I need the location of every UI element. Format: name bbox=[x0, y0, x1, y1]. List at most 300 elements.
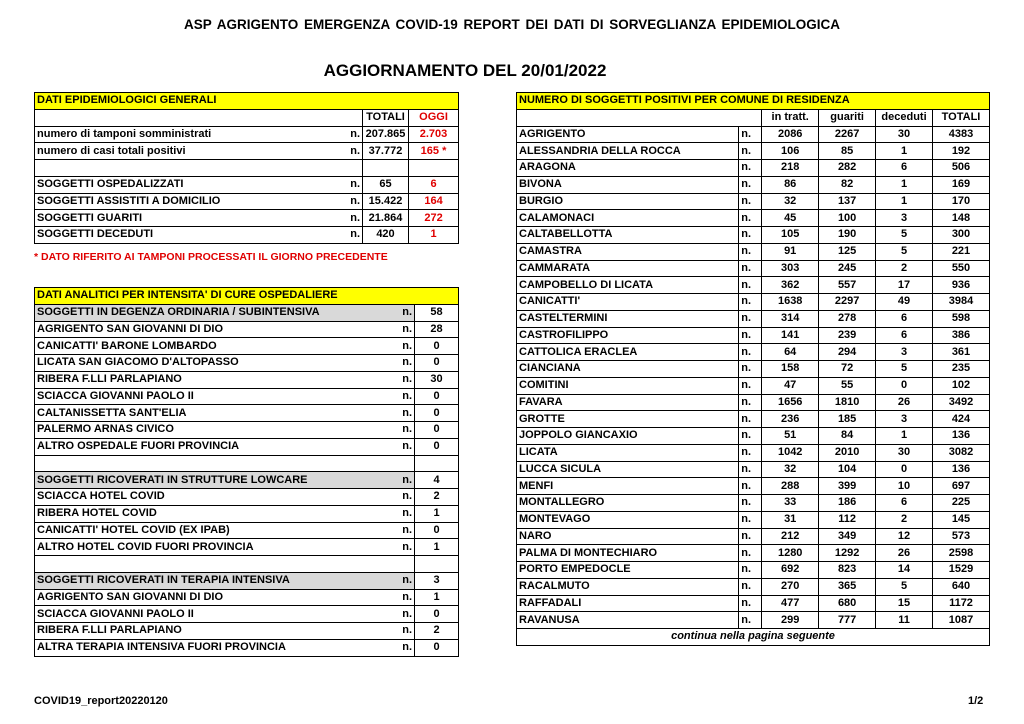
col-guariti: guariti bbox=[819, 109, 876, 126]
comune-totali: 170 bbox=[933, 193, 990, 210]
comune-unit: n. bbox=[739, 428, 762, 445]
general-row-unit: n. bbox=[341, 210, 363, 227]
comune-name: CAMPOBELLO DI LICATA bbox=[517, 277, 739, 294]
comune-deceduti: 6 bbox=[876, 160, 933, 177]
comune-unit: n. bbox=[739, 344, 762, 361]
col-oggi: OGGI bbox=[409, 109, 459, 126]
general-row-today: 1 bbox=[409, 227, 459, 244]
comune-totali: 1087 bbox=[933, 612, 990, 629]
comune-row bbox=[517, 595, 990, 612]
hospital-row-value: 0 bbox=[415, 405, 459, 422]
general-row-label: SOGGETTI DECEDUTI bbox=[35, 227, 341, 244]
hospital-row-unit: n. bbox=[375, 522, 415, 539]
comune-deceduti: 1 bbox=[876, 428, 933, 445]
comune-unit: n. bbox=[739, 227, 762, 244]
general-row-label: numero di casi totali positivi bbox=[35, 143, 341, 160]
comune-in-tratt: 212 bbox=[762, 528, 819, 545]
comune-in-tratt: 51 bbox=[762, 428, 819, 445]
hospital-row-value: 2 bbox=[415, 623, 459, 640]
comune-row bbox=[517, 227, 990, 244]
comune-in-tratt: 105 bbox=[762, 227, 819, 244]
hospital-row bbox=[35, 623, 459, 640]
hospital-row-label bbox=[35, 455, 375, 472]
comune-deceduti: 6 bbox=[876, 310, 933, 327]
comune-unit: n. bbox=[739, 545, 762, 562]
comune-deceduti: 6 bbox=[876, 495, 933, 512]
comune-name: ARAGONA bbox=[517, 160, 739, 177]
hospital-row bbox=[35, 522, 459, 539]
hospital-row-value: 4 bbox=[415, 472, 459, 489]
hospital-data-table bbox=[34, 287, 459, 657]
hospital-row bbox=[35, 422, 459, 439]
comune-deceduti: 10 bbox=[876, 478, 933, 495]
comune-name: RACALMUTO bbox=[517, 578, 739, 595]
comune-name: CAMASTRA bbox=[517, 243, 739, 260]
comune-name: CAMMARATA bbox=[517, 260, 739, 277]
general-row-label: numero di tamponi somministrati bbox=[35, 126, 341, 143]
comune-totali: 221 bbox=[933, 243, 990, 260]
hospital-row-unit: n. bbox=[375, 304, 415, 321]
comune-name: LICATA bbox=[517, 444, 739, 461]
comune-deceduti: 5 bbox=[876, 578, 933, 595]
comune-unit: n. bbox=[739, 361, 762, 378]
hospital-row-unit: n. bbox=[375, 589, 415, 606]
comune-guariti: 239 bbox=[819, 327, 876, 344]
general-row-today bbox=[409, 160, 459, 177]
general-row-total: 207.865 bbox=[363, 126, 409, 143]
comune-unit: n. bbox=[739, 210, 762, 227]
general-row bbox=[35, 176, 459, 193]
comune-guariti: 777 bbox=[819, 612, 876, 629]
comune-guariti: 190 bbox=[819, 227, 876, 244]
comune-row bbox=[517, 545, 990, 562]
comune-deceduti: 1 bbox=[876, 143, 933, 160]
hospital-row bbox=[35, 606, 459, 623]
hospital-row-unit: n. bbox=[375, 405, 415, 422]
comune-in-tratt: 47 bbox=[762, 377, 819, 394]
comune-guariti: 100 bbox=[819, 210, 876, 227]
comune-name: MENFI bbox=[517, 478, 739, 495]
comune-name: LUCCA SICULA bbox=[517, 461, 739, 478]
hospital-row-label: CANICATTI' HOTEL COVID (EX IPAB) bbox=[35, 522, 375, 539]
comune-name: JOPPOLO GIANCAXIO bbox=[517, 428, 739, 445]
comune-row bbox=[517, 511, 990, 528]
comune-totali: 145 bbox=[933, 511, 990, 528]
hospital-row-label: LICATA SAN GIACOMO D'ALTOPASSO bbox=[35, 355, 375, 372]
general-row-unit bbox=[341, 160, 363, 177]
general-row-today: 164 bbox=[409, 193, 459, 210]
hospital-row-value: 0 bbox=[415, 606, 459, 623]
comune-guariti: 278 bbox=[819, 310, 876, 327]
general-row-total: 37.772 bbox=[363, 143, 409, 160]
comune-guariti: 245 bbox=[819, 260, 876, 277]
hospital-row-value bbox=[415, 556, 459, 573]
comune-in-tratt: 314 bbox=[762, 310, 819, 327]
comune-totali: 640 bbox=[933, 578, 990, 595]
continue-note: continua nella pagina seguente bbox=[517, 629, 990, 646]
comune-guariti: 125 bbox=[819, 243, 876, 260]
hospital-row bbox=[35, 321, 459, 338]
comune-guariti: 112 bbox=[819, 511, 876, 528]
comune-totali: 225 bbox=[933, 495, 990, 512]
general-row-label: SOGGETTI GUARITI bbox=[35, 210, 341, 227]
general-row-unit: n. bbox=[341, 193, 363, 210]
hospital-row-label: RIBERA HOTEL COVID bbox=[35, 505, 375, 522]
footer-file-name: COVID19_report20220120 bbox=[34, 695, 168, 707]
comune-totali: 424 bbox=[933, 411, 990, 428]
comune-guariti: 557 bbox=[819, 277, 876, 294]
comune-in-tratt: 477 bbox=[762, 595, 819, 612]
hospital-row bbox=[35, 338, 459, 355]
hospital-row-unit: n. bbox=[375, 489, 415, 506]
comune-in-tratt: 236 bbox=[762, 411, 819, 428]
comune-unit: n. bbox=[739, 411, 762, 428]
comune-in-tratt: 218 bbox=[762, 160, 819, 177]
comune-guariti: 365 bbox=[819, 578, 876, 595]
comune-name: NARO bbox=[517, 528, 739, 545]
comune-name: RAVANUSA bbox=[517, 612, 739, 629]
comune-row bbox=[517, 495, 990, 512]
hospital-row-unit: n. bbox=[375, 505, 415, 522]
general-row-label bbox=[35, 160, 341, 177]
comune-deceduti: 5 bbox=[876, 243, 933, 260]
hospital-row-unit: n. bbox=[375, 639, 415, 656]
comune-unit: n. bbox=[739, 294, 762, 311]
hospital-row-label: AGRIGENTO SAN GIOVANNI DI DIO bbox=[35, 589, 375, 606]
comune-deceduti: 0 bbox=[876, 461, 933, 478]
hospital-row-unit bbox=[375, 455, 415, 472]
comune-row bbox=[517, 143, 990, 160]
comune-guariti: 2010 bbox=[819, 444, 876, 461]
comune-deceduti: 17 bbox=[876, 277, 933, 294]
hospital-row-value bbox=[415, 455, 459, 472]
hospital-row bbox=[35, 388, 459, 405]
hospital-row-value: 0 bbox=[415, 388, 459, 405]
comune-in-tratt: 270 bbox=[762, 578, 819, 595]
general-row-unit: n. bbox=[341, 143, 363, 160]
comune-in-tratt: 86 bbox=[762, 176, 819, 193]
comune-totali: 3984 bbox=[933, 294, 990, 311]
comune-name: CANICATTI' bbox=[517, 294, 739, 311]
hospital-row-unit: n. bbox=[375, 539, 415, 556]
comune-in-tratt: 64 bbox=[762, 344, 819, 361]
comune-guariti: 1810 bbox=[819, 394, 876, 411]
hospital-row bbox=[35, 455, 459, 472]
hospital-row-value: 58 bbox=[415, 304, 459, 321]
comune-totali: 697 bbox=[933, 478, 990, 495]
comune-deceduti: 14 bbox=[876, 562, 933, 579]
hospital-row-value: 0 bbox=[415, 422, 459, 439]
comune-in-tratt: 362 bbox=[762, 277, 819, 294]
comune-totali: 386 bbox=[933, 327, 990, 344]
hospital-row bbox=[35, 589, 459, 606]
comune-deceduti: 49 bbox=[876, 294, 933, 311]
comune-unit: n. bbox=[739, 160, 762, 177]
comune-unit: n. bbox=[739, 394, 762, 411]
general-row-total: 420 bbox=[363, 227, 409, 244]
comune-unit: n. bbox=[739, 143, 762, 160]
comune-guariti: 104 bbox=[819, 461, 876, 478]
hospital-row bbox=[35, 438, 459, 455]
hospital-row-label: ALTRO HOTEL COVID FUORI PROVINCIA bbox=[35, 539, 375, 556]
comune-row bbox=[517, 394, 990, 411]
comune-unit: n. bbox=[739, 528, 762, 545]
hospital-row-label: RIBERA F.LLI PARLAPIANO bbox=[35, 371, 375, 388]
comune-deceduti: 11 bbox=[876, 612, 933, 629]
general-row bbox=[35, 143, 459, 160]
comune-guariti: 2267 bbox=[819, 126, 876, 143]
comune-row bbox=[517, 294, 990, 311]
comune-totali: 936 bbox=[933, 277, 990, 294]
general-row bbox=[35, 193, 459, 210]
general-row-today: 6 bbox=[409, 176, 459, 193]
comune-unit: n. bbox=[739, 126, 762, 143]
comune-in-tratt: 1656 bbox=[762, 394, 819, 411]
hospital-row-value: 30 bbox=[415, 371, 459, 388]
comune-deceduti: 2 bbox=[876, 260, 933, 277]
hospital-row-value: 1 bbox=[415, 589, 459, 606]
comune-deceduti: 1 bbox=[876, 193, 933, 210]
comune-unit: n. bbox=[739, 444, 762, 461]
hospital-row-unit: n. bbox=[375, 472, 415, 489]
general-row-total bbox=[363, 160, 409, 177]
comune-row bbox=[517, 210, 990, 227]
comune-name: FAVARA bbox=[517, 394, 739, 411]
general-note: * DATO RIFERITO AI TAMPONI PROCESSATI IL GIORNO PRECEDENTE bbox=[34, 251, 388, 263]
comune-totali: 4383 bbox=[933, 126, 990, 143]
comune-totali: 192 bbox=[933, 143, 990, 160]
comune-name: MONTALLEGRO bbox=[517, 495, 739, 512]
comune-deceduti: 15 bbox=[876, 595, 933, 612]
hospital-row-unit: n. bbox=[375, 371, 415, 388]
hospital-row-value: 3 bbox=[415, 572, 459, 589]
hospital-row bbox=[35, 371, 459, 388]
comune-name: CASTROFILIPPO bbox=[517, 327, 739, 344]
comune-name: COMITINI bbox=[517, 377, 739, 394]
hospital-row-value: 1 bbox=[415, 505, 459, 522]
comune-in-tratt: 1638 bbox=[762, 294, 819, 311]
hospital-row-label: SCIACCA HOTEL COVID bbox=[35, 489, 375, 506]
comune-in-tratt: 158 bbox=[762, 361, 819, 378]
comune-totali: 102 bbox=[933, 377, 990, 394]
footer-page-number: 1/2 bbox=[968, 695, 984, 707]
comune-unit: n. bbox=[739, 478, 762, 495]
comune-row bbox=[517, 528, 990, 545]
comune-in-tratt: 692 bbox=[762, 562, 819, 579]
hospital-row-value: 2 bbox=[415, 489, 459, 506]
hospital-row-label: SOGGETTI RICOVERATI IN STRUTTURE LOWCARE bbox=[35, 472, 375, 489]
comune-in-tratt: 299 bbox=[762, 612, 819, 629]
comune-name: BURGIO bbox=[517, 193, 739, 210]
general-row-label: SOGGETTI OSPEDALIZZATI bbox=[35, 176, 341, 193]
comune-row bbox=[517, 160, 990, 177]
comune-in-tratt: 106 bbox=[762, 143, 819, 160]
comune-in-tratt: 2086 bbox=[762, 126, 819, 143]
comuni-table bbox=[516, 92, 990, 646]
general-row-unit: n. bbox=[341, 126, 363, 143]
hospital-row bbox=[35, 405, 459, 422]
comune-row bbox=[517, 260, 990, 277]
hospital-row bbox=[35, 572, 459, 589]
comune-row bbox=[517, 578, 990, 595]
hospital-row bbox=[35, 489, 459, 506]
comune-unit: n. bbox=[739, 260, 762, 277]
hospital-row-unit: n. bbox=[375, 321, 415, 338]
hospital-row-value: 0 bbox=[415, 522, 459, 539]
comune-in-tratt: 1042 bbox=[762, 444, 819, 461]
comune-name: CASTELTERMINI bbox=[517, 310, 739, 327]
hospital-row-value: 0 bbox=[415, 639, 459, 656]
hospital-row bbox=[35, 556, 459, 573]
col-deceduti: deceduti bbox=[876, 109, 933, 126]
comune-totali: 550 bbox=[933, 260, 990, 277]
general-row-today: 165 * bbox=[409, 143, 459, 160]
comune-row bbox=[517, 176, 990, 193]
comune-in-tratt: 45 bbox=[762, 210, 819, 227]
comune-unit: n. bbox=[739, 377, 762, 394]
comune-totali: 300 bbox=[933, 227, 990, 244]
hospital-row-unit: n. bbox=[375, 572, 415, 589]
comune-unit: n. bbox=[739, 562, 762, 579]
comune-row bbox=[517, 377, 990, 394]
comune-row bbox=[517, 344, 990, 361]
comune-deceduti: 5 bbox=[876, 227, 933, 244]
comune-guariti: 282 bbox=[819, 160, 876, 177]
hospital-row bbox=[35, 472, 459, 489]
comune-guariti: 137 bbox=[819, 193, 876, 210]
hospital-row-label: ALTRO OSPEDALE FUORI PROVINCIA bbox=[35, 438, 375, 455]
hospital-row-unit: n. bbox=[375, 388, 415, 405]
comune-guariti: 680 bbox=[819, 595, 876, 612]
comune-unit: n. bbox=[739, 511, 762, 528]
hospital-row-value: 0 bbox=[415, 438, 459, 455]
general-row bbox=[35, 227, 459, 244]
comune-deceduti: 3 bbox=[876, 210, 933, 227]
hospital-row-label: SCIACCA GIOVANNI PAOLO II bbox=[35, 388, 375, 405]
comune-deceduti: 30 bbox=[876, 444, 933, 461]
comune-row bbox=[517, 361, 990, 378]
comune-unit: n. bbox=[739, 327, 762, 344]
comune-unit: n. bbox=[739, 495, 762, 512]
comune-totali: 573 bbox=[933, 528, 990, 545]
comune-guariti: 72 bbox=[819, 361, 876, 378]
comune-row bbox=[517, 126, 990, 143]
comune-totali: 235 bbox=[933, 361, 990, 378]
general-data-table bbox=[34, 92, 459, 244]
hospital-row-unit: n. bbox=[375, 355, 415, 372]
comune-in-tratt: 141 bbox=[762, 327, 819, 344]
comune-deceduti: 6 bbox=[876, 327, 933, 344]
comune-guariti: 82 bbox=[819, 176, 876, 193]
comune-totali: 148 bbox=[933, 210, 990, 227]
comune-in-tratt: 288 bbox=[762, 478, 819, 495]
general-row-today: 2.703 bbox=[409, 126, 459, 143]
comune-in-tratt: 1280 bbox=[762, 545, 819, 562]
hospital-row-label: AGRIGENTO SAN GIOVANNI DI DIO bbox=[35, 321, 375, 338]
comune-row bbox=[517, 277, 990, 294]
general-row-total: 15.422 bbox=[363, 193, 409, 210]
comune-totali: 1172 bbox=[933, 595, 990, 612]
comune-name: PALMA DI MONTECHIARO bbox=[517, 545, 739, 562]
comune-guariti: 823 bbox=[819, 562, 876, 579]
comune-name: MONTEVAGO bbox=[517, 511, 739, 528]
comune-in-tratt: 32 bbox=[762, 193, 819, 210]
comune-row bbox=[517, 562, 990, 579]
comune-deceduti: 26 bbox=[876, 394, 933, 411]
comune-totali: 3492 bbox=[933, 394, 990, 411]
hospital-row-unit: n. bbox=[375, 623, 415, 640]
comune-deceduti: 0 bbox=[876, 377, 933, 394]
comune-name: CALAMONACI bbox=[517, 210, 739, 227]
comune-name: CIANCIANA bbox=[517, 361, 739, 378]
hospital-row-label: ALTRA TERAPIA INTENSIVA FUORI PROVINCIA bbox=[35, 639, 375, 656]
hospital-row-label: CALTANISSETTA SANT'ELIA bbox=[35, 405, 375, 422]
comune-guariti: 399 bbox=[819, 478, 876, 495]
comune-row bbox=[517, 428, 990, 445]
comune-deceduti: 3 bbox=[876, 411, 933, 428]
hospital-row bbox=[35, 639, 459, 656]
comune-name: PORTO EMPEDOCLE bbox=[517, 562, 739, 579]
comune-deceduti: 5 bbox=[876, 361, 933, 378]
general-row-total: 21.864 bbox=[363, 210, 409, 227]
comune-totali: 3082 bbox=[933, 444, 990, 461]
hospital-row-unit: n. bbox=[375, 422, 415, 439]
comune-unit: n. bbox=[739, 461, 762, 478]
comune-unit: n. bbox=[739, 243, 762, 260]
comune-guariti: 1292 bbox=[819, 545, 876, 562]
general-row bbox=[35, 160, 459, 177]
comune-totali: 136 bbox=[933, 461, 990, 478]
hospital-row bbox=[35, 505, 459, 522]
comune-name: RAFFADALI bbox=[517, 595, 739, 612]
hospital-row-unit bbox=[375, 556, 415, 573]
comune-deceduti: 12 bbox=[876, 528, 933, 545]
comune-deceduti: 30 bbox=[876, 126, 933, 143]
hospital-row-unit: n. bbox=[375, 606, 415, 623]
general-row-total: 65 bbox=[363, 176, 409, 193]
comune-row bbox=[517, 193, 990, 210]
comune-guariti: 2297 bbox=[819, 294, 876, 311]
comune-totali: 598 bbox=[933, 310, 990, 327]
comune-name: CATTOLICA ERACLEA bbox=[517, 344, 739, 361]
comune-row bbox=[517, 243, 990, 260]
hospital-row bbox=[35, 355, 459, 372]
hospital-row-value: 28 bbox=[415, 321, 459, 338]
comune-deceduti: 26 bbox=[876, 545, 933, 562]
col-totali: TOTALI bbox=[933, 109, 990, 126]
comune-row bbox=[517, 310, 990, 327]
general-row bbox=[35, 210, 459, 227]
comune-name: GROTTE bbox=[517, 411, 739, 428]
comune-deceduti: 3 bbox=[876, 344, 933, 361]
comune-row bbox=[517, 444, 990, 461]
comune-unit: n. bbox=[739, 310, 762, 327]
comune-row bbox=[517, 478, 990, 495]
hospital-title: DATI ANALITICI PER INTENSITA' DI CURE OSPEDALIERE bbox=[35, 288, 459, 305]
hospital-row-label: RIBERA F.LLI PARLAPIANO bbox=[35, 623, 375, 640]
comune-totali: 169 bbox=[933, 176, 990, 193]
hospital-row bbox=[35, 304, 459, 321]
comune-in-tratt: 32 bbox=[762, 461, 819, 478]
comune-totali: 1529 bbox=[933, 562, 990, 579]
comune-name: BIVONA bbox=[517, 176, 739, 193]
comune-name: ALESSANDRIA DELLA ROCCA bbox=[517, 143, 739, 160]
general-title: DATI EPIDEMIOLOGICI GENERALI bbox=[35, 93, 459, 110]
hospital-row-label: SCIACCA GIOVANNI PAOLO II bbox=[35, 606, 375, 623]
comune-totali: 506 bbox=[933, 160, 990, 177]
general-row-label: SOGGETTI ASSISTITI A DOMICILIO bbox=[35, 193, 341, 210]
hospital-row-unit: n. bbox=[375, 438, 415, 455]
